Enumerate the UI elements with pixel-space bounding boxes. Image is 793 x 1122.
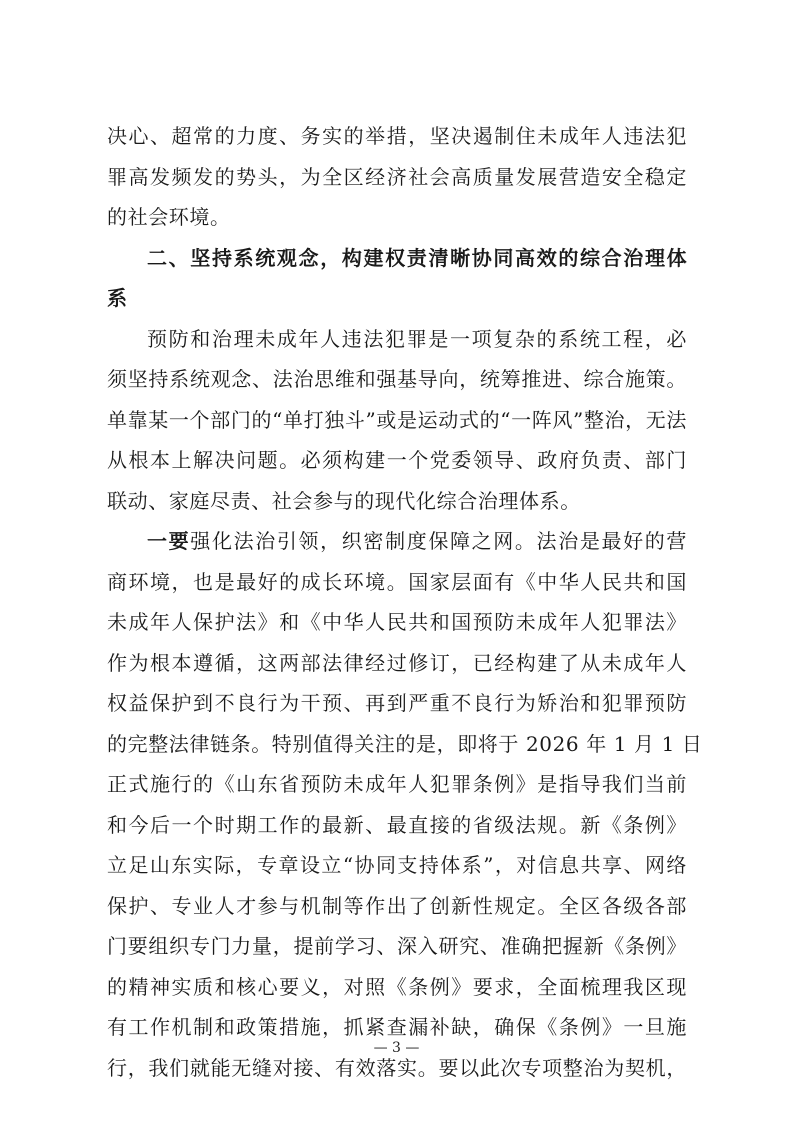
body-line: 单靠某一个部门的“单打独斗”或是运动式的“一阵风”整治，无法 — [107, 407, 687, 432]
section-heading: 系 — [107, 286, 128, 310]
section-heading: 二、坚持系统观念，构建权责清晰协同高效的综合治理体 — [147, 245, 687, 270]
body-line: 联动、家庭尽责、社会参与的现代化综合治理体系。 — [107, 488, 581, 513]
body-line: 行，我们就能无缝对接、有效落实。要以此次专项整治为契机， — [107, 1055, 687, 1080]
body-line: 的完整法律链条。特别值得关注的是，即将于 2026 年 1 月 1 日 — [107, 731, 703, 756]
body-line: 预防和治理未成年人违法犯罪是一项复杂的系统工程，必 — [147, 326, 687, 351]
body-line: 决心、超常的力度、务实的举措，坚决遏制住未成年人违法犯 — [107, 124, 687, 148]
body-line: 正式施行的《山东省预防未成年人犯罪条例》是指导我们当前 — [107, 772, 687, 796]
body-line: 和今后一个时期工作的最新、最直接的省级法规。新《条例》 — [107, 812, 687, 837]
body-line: 权益保护到不良行为干预、再到严重不良行为矫治和犯罪预防 — [107, 691, 687, 715]
body-line: 有工作机制和政策措施，抓紧查漏补缺，确保《条例》一旦施 — [107, 1015, 687, 1039]
body-line: 未成年人保护法》和《中华人民共和国预防未成年人犯罪法》 — [107, 610, 687, 634]
page-number: — 3 — — [373, 1040, 420, 1056]
body-line: 须坚持系统观念、法治思维和强基导向，统筹推进、综合施策。 — [107, 367, 687, 391]
body-line: 的社会环境。 — [107, 205, 231, 229]
body-line: 商环境，也是最好的成长环境。国家层面有《中华人民共和国 — [107, 569, 687, 594]
body-line: 立足山东实际，专章设立“协同支持体系”，对信息共享、网络 — [107, 853, 687, 877]
body-line: 从根本上解决问题。必须构建一个党委领导、政府负责、部门 — [107, 448, 687, 472]
body-line: 罪高发频发的势头，为全区经济社会高质量发展营造安全稳定 — [107, 164, 687, 189]
body-text: 强化法治引领，织密制度保障之网。法治是最好的营 — [190, 529, 687, 553]
body-line — [107, 521, 687, 562]
document-page — [107, 116, 703, 1088]
body-line: 的精神实质和核心要义，对照《条例》要求，全面梳理我区现 — [107, 974, 687, 999]
paragraph-lead: 一要 — [147, 529, 191, 553]
body-line: 作为根本遵循，这两部法律经过修订，已经构建了从未成年人 — [107, 650, 687, 675]
body-line: 保护、专业人才参与机制等作出了创新性规定。全区各级各部 — [107, 893, 687, 918]
body-line: 门要组织专门力量，提前学习、深入研究、准确把握新《条例》 — [107, 934, 687, 958]
